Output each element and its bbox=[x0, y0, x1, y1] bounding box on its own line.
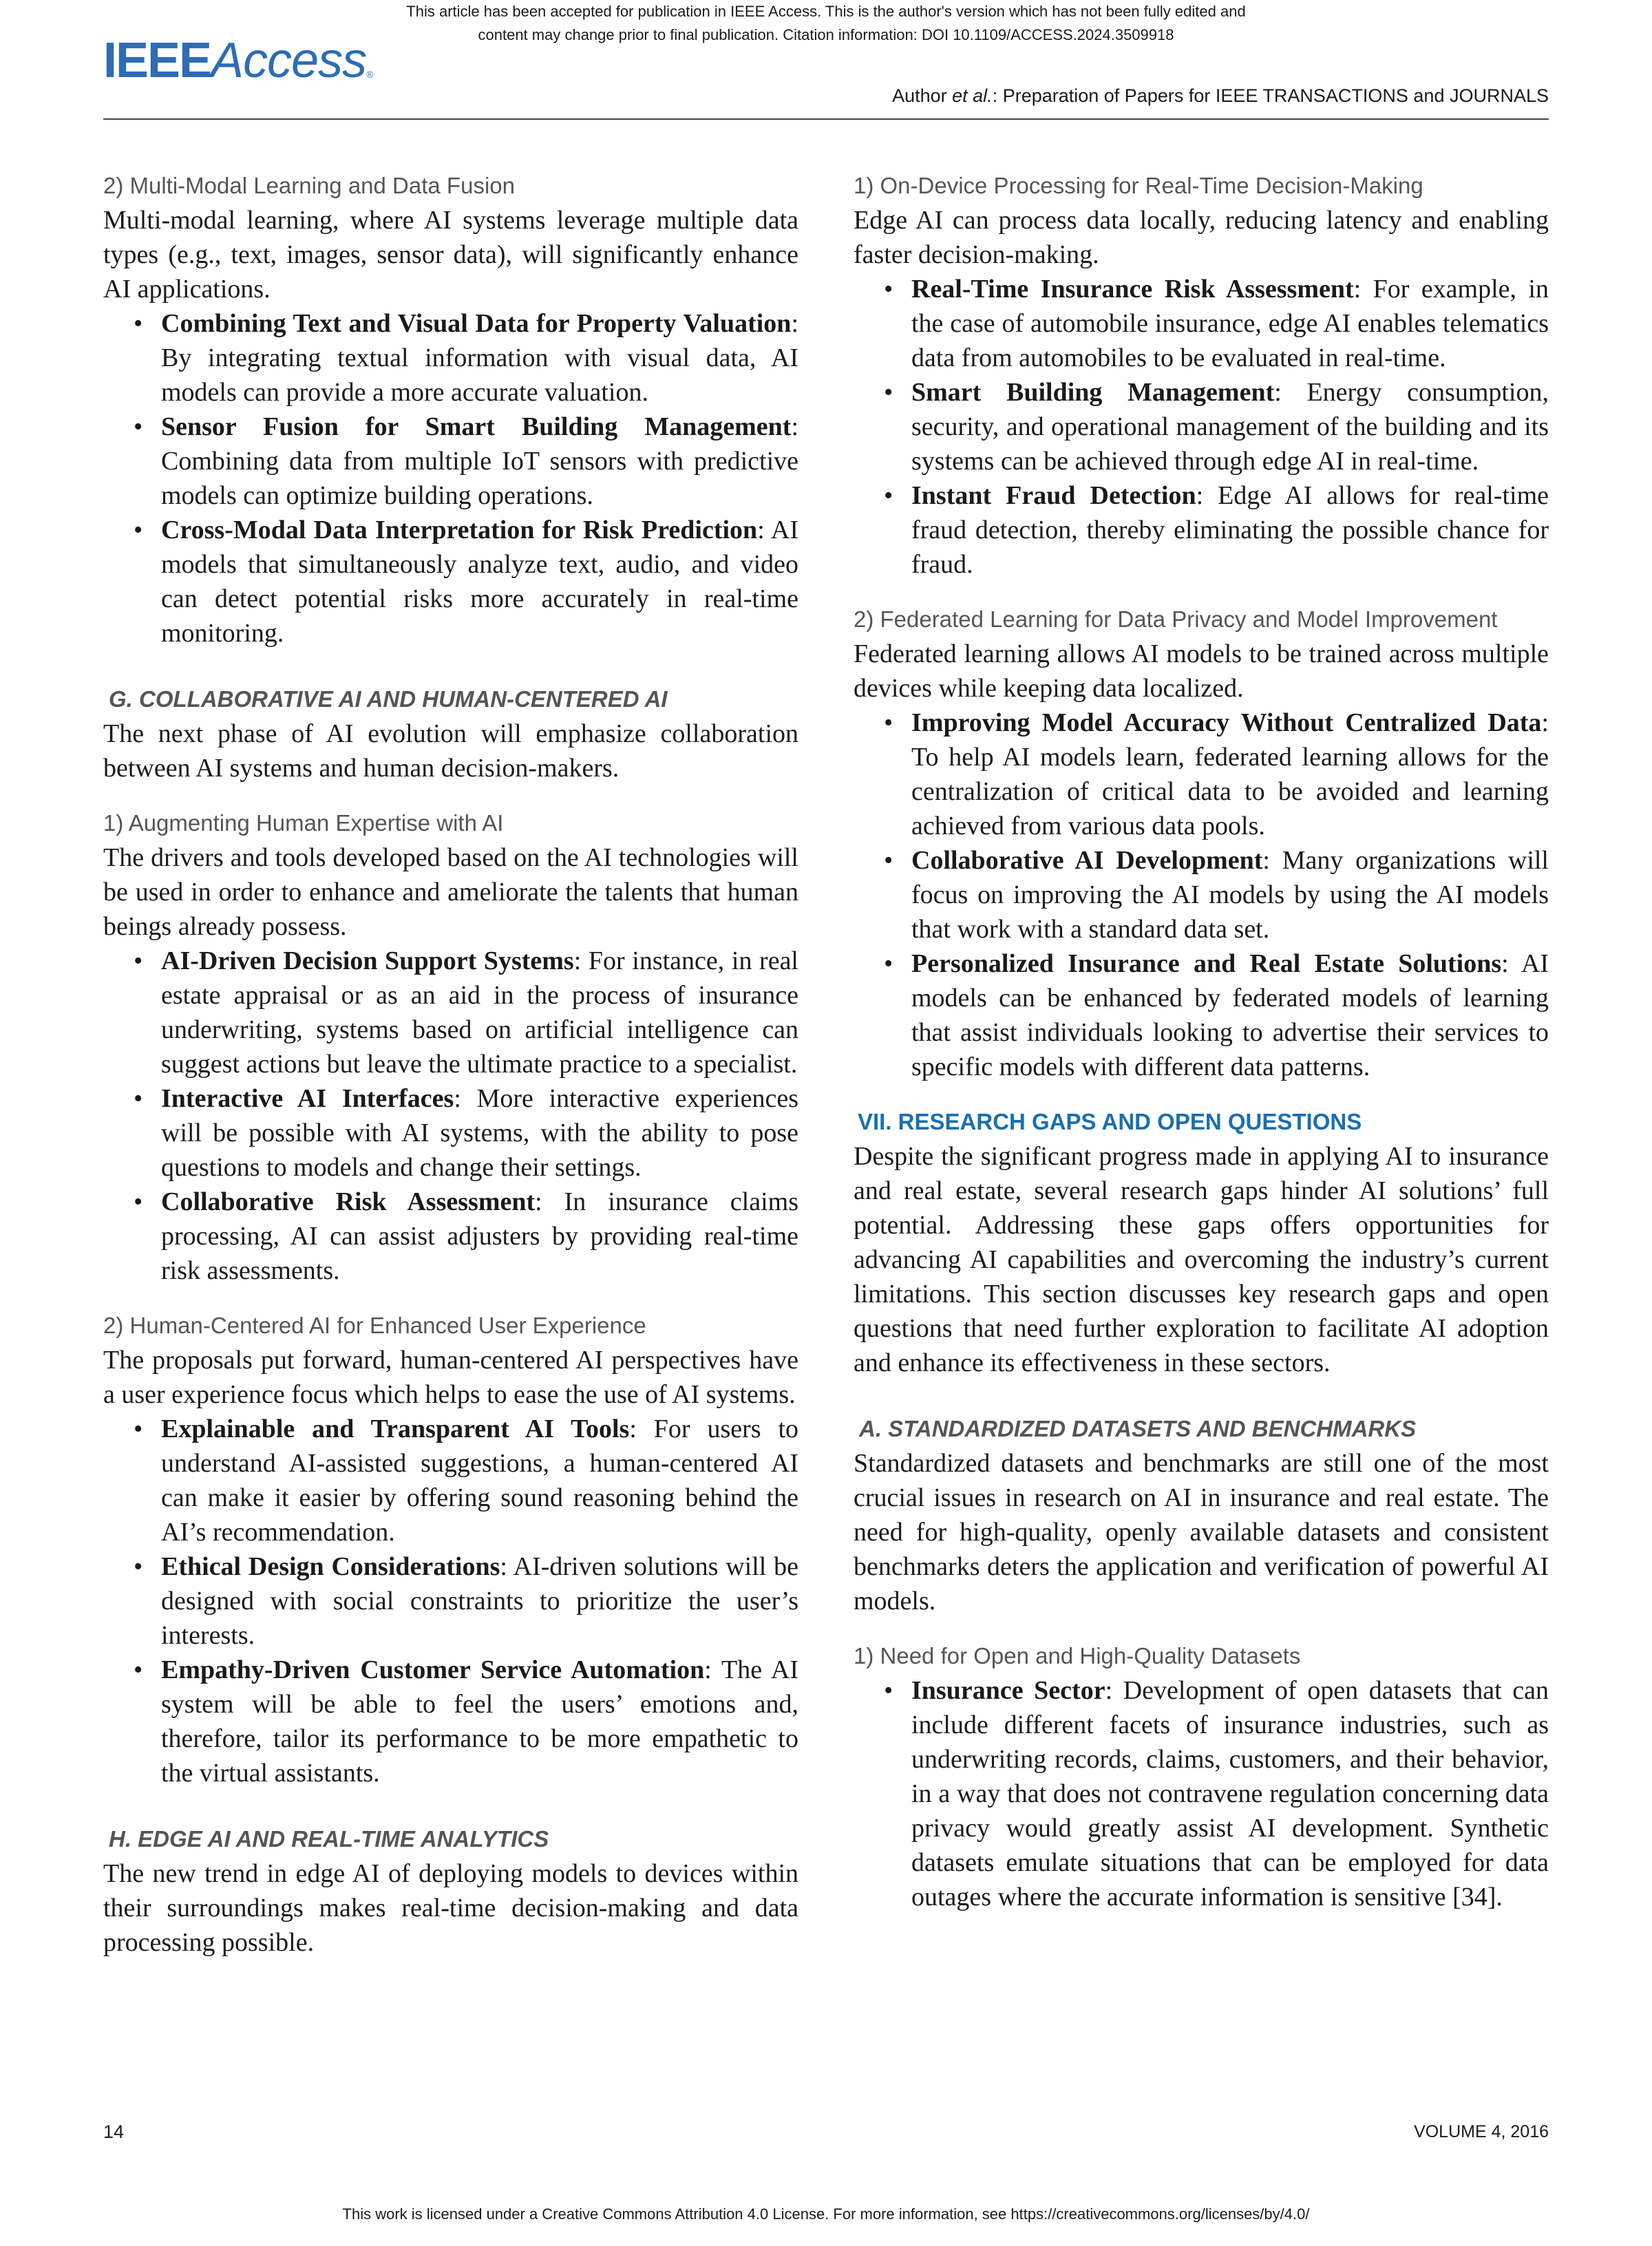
bullet-icon: • bbox=[134, 1552, 143, 1581]
paragraph: Edge AI can process data locally, reducing latency and enabling faster decision-making. bbox=[854, 206, 1549, 269]
item-text: : More interactive experiences will be possible with AI systems, with the ability to pose questions to models and change their settings. bbox=[161, 1084, 799, 1182]
item-term: Combining Text and Visual Data for Property Valuation bbox=[161, 309, 792, 338]
item-text: : Combining data from multiple IoT sensors with predictive models can optimize building operations. bbox=[161, 412, 798, 510]
running-etal: et al. bbox=[952, 85, 993, 106]
running-header bbox=[892, 84, 1549, 107]
bullet-icon: • bbox=[134, 1655, 143, 1684]
bullet-icon: • bbox=[884, 708, 893, 737]
subsection-heading: A. STANDARDIZED DATASETS AND BENCHMARKS bbox=[859, 1416, 1417, 1441]
bullet-icon: • bbox=[134, 412, 143, 441]
item-term: Insurance Sector bbox=[911, 1676, 1105, 1705]
subsubsection-heading: 1) On-Device Processing for Real-Time Decision-Making bbox=[854, 173, 1423, 198]
running-author: Author bbox=[892, 85, 953, 106]
bullet-icon: • bbox=[134, 516, 143, 544]
list-item bbox=[854, 1673, 1549, 1914]
item-text: : AI models that simultaneously analyze text, audio, and video can detect potential risks more accurately in real-time monitoring. bbox=[161, 516, 798, 648]
bullet-icon: • bbox=[134, 1415, 143, 1443]
bullet-list bbox=[103, 1412, 798, 1790]
right-column bbox=[854, 169, 1549, 1914]
item-term: Collaborative Risk Assessment bbox=[161, 1187, 536, 1216]
bullet-icon: • bbox=[884, 481, 893, 510]
item-text: : For users to understand AI-assisted suggestions, a human-centered AI can make it easier by offering sound reasoning behind the AI’s recommendation. bbox=[161, 1415, 798, 1547]
item-text: : Energy consumption, security, and operational management of the building and its systems can be achieved through edge AI in real-time. bbox=[911, 378, 1549, 476]
logo-ieee: IEEE bbox=[103, 33, 211, 88]
list-item bbox=[103, 1185, 798, 1288]
subsubsection-heading: 2) Human-Centered AI for Enhanced User Experience bbox=[103, 1313, 646, 1338]
subsubsection-heading: 1) Augmenting Human Expertise with AI bbox=[103, 810, 504, 836]
list-item bbox=[103, 513, 798, 650]
item-text: : AI-driven solutions will be designed with social constraints to prioritize the user’s interests. bbox=[161, 1552, 798, 1650]
item-text: : AI models can be enhanced by federated models of learning that assist individuals looking to advertise their services to specific models with different data patterns. bbox=[911, 949, 1549, 1081]
subsection-heading: G. COLLABORATIVE AI AND HUMAN-CENTERED AI bbox=[109, 686, 668, 712]
list-item bbox=[103, 410, 798, 513]
subsubsection-heading: 2) Multi-Modal Learning and Data Fusion bbox=[103, 173, 515, 198]
list-item bbox=[103, 1081, 798, 1185]
bullet-list bbox=[103, 944, 798, 1288]
bullet-list bbox=[854, 272, 1549, 582]
list-item bbox=[103, 944, 798, 1081]
page-number: 14 bbox=[103, 2121, 125, 2142]
bullet-icon: • bbox=[134, 1084, 143, 1113]
item-text: : For example, in the case of automobile insurance, edge AI enables telematics data from automobiles to be evaluated in real-time. bbox=[911, 275, 1549, 372]
bullet-list bbox=[854, 706, 1549, 1084]
paragraph: Despite the significant progress made in applying AI to insurance and real estate, several research gaps hinder AI solutions’ full potential. Addressing these gaps offers opportunities for advancing AI capabilities and overcoming the industry’s current limitations. This section discusses key research gaps and open questions that need further exploration to facilitate AI adoption and enhance its effectiveness in these sectors. bbox=[854, 1142, 1549, 1377]
item-term: Real-Time Insurance Risk Assessment bbox=[911, 275, 1354, 304]
bullet-icon: • bbox=[884, 949, 893, 978]
ieee-access-logo bbox=[103, 33, 373, 88]
item-term: Collaborative AI Development bbox=[911, 846, 1263, 875]
item-term: Smart Building Management bbox=[911, 378, 1275, 407]
publication-notice-line-2: content may change prior to final publication. Citation information: DOI 10.1109/ACCESS.2024.3509918 bbox=[478, 26, 1174, 43]
bullet-list bbox=[103, 306, 798, 650]
bullet-icon: • bbox=[884, 275, 893, 304]
list-item bbox=[854, 478, 1549, 582]
item-text: : In insurance claims processing, AI can assist adjusters by providing real-time risk assessments. bbox=[161, 1187, 798, 1285]
item-term: Ethical Design Considerations bbox=[161, 1552, 500, 1581]
paragraph: The next phase of AI evolution will emphasize collaboration between AI systems and human decision-makers. bbox=[103, 719, 798, 783]
publication-notice-line-1: This article has been accepted for publication in IEEE Access. This is the author's version which has not been fully edited and bbox=[406, 3, 1246, 20]
logo-registered-mark: ® bbox=[366, 69, 374, 80]
volume-label: VOLUME 4, 2016 bbox=[1414, 2122, 1549, 2141]
bullet-icon: • bbox=[884, 1676, 893, 1705]
item-term: Improving Model Accuracy Without Centralized Data bbox=[911, 708, 1542, 737]
section-heading: VII. RESEARCH GAPS AND OPEN QUESTIONS bbox=[858, 1109, 1362, 1134]
bullet-list bbox=[854, 1673, 1549, 1914]
item-text: : For instance, in real estate appraisal or as an aid in the process of insurance underwriting, systems based on artificial intelligence can suggest actions but leave the ultimate practice to a specialist. bbox=[161, 946, 798, 1079]
running-title: : Preparation of Papers for IEEE TRANSACTIONS and JOURNALS bbox=[992, 85, 1549, 106]
logo-access: Access bbox=[211, 33, 367, 88]
bullet-icon: • bbox=[884, 378, 893, 407]
list-item bbox=[854, 272, 1549, 375]
bullet-icon: • bbox=[134, 309, 143, 338]
header-rule bbox=[103, 118, 1549, 120]
bullet-icon: • bbox=[884, 846, 893, 875]
list-item bbox=[103, 1549, 798, 1653]
left-column bbox=[103, 169, 798, 1960]
item-term: Empathy-Driven Customer Service Automation bbox=[161, 1655, 705, 1684]
item-term: Instant Fraud Detection bbox=[911, 481, 1196, 510]
paragraph: The drivers and tools developed based on the AI technologies will be used in order to enhance and ameliorate the talents that human beings already possess. bbox=[103, 843, 798, 941]
list-item bbox=[854, 706, 1549, 843]
subsection-heading: H. EDGE AI AND REAL-TIME ANALYTICS bbox=[109, 1826, 549, 1852]
item-term: Cross-Modal Data Interpretation for Risk Prediction bbox=[161, 516, 758, 544]
paragraph: Federated learning allows AI models to be trained across multiple devices while keeping data localized. bbox=[854, 639, 1549, 703]
paragraph: The new trend in edge AI of deploying models to devices within their surroundings makes real-time decision-making and data processing possible. bbox=[103, 1859, 798, 1957]
item-term: AI-Driven Decision Support Systems bbox=[161, 946, 574, 975]
item-text: : Many organizations will focus on improving the AI models by using the AI models that work with a standard data set. bbox=[911, 846, 1549, 944]
item-text: : The AI system will be able to feel the users’ emotions and, therefore, tailor its performance to be more empathetic to the virtual assistants. bbox=[161, 1655, 799, 1788]
item-term: Interactive AI Interfaces bbox=[161, 1084, 454, 1113]
item-text: : Edge AI allows for real-time fraud detection, thereby eliminating the possible chance for fraud. bbox=[911, 481, 1549, 579]
paragraph: The proposals put forward, human-centered AI perspectives have a user experience focus which helps to ease the use of AI systems. bbox=[103, 1346, 798, 1409]
list-item bbox=[103, 1653, 798, 1790]
paragraph: Standardized datasets and benchmarks are still one of the most crucial issues in research on AI in insurance and real estate. The need for high-quality, openly available datasets and consistent benchmarks deters the application and verification of powerful AI models. bbox=[854, 1449, 1549, 1615]
item-text: : By integrating textual information with visual data, AI models can provide a more accurate valuation. bbox=[161, 309, 798, 407]
paragraph: Multi-modal learning, where AI systems leverage multiple data types (e.g., text, images, sensor data), will significantly enhance AI applications. bbox=[103, 206, 798, 304]
subsubsection-heading: 2) Federated Learning for Data Privacy and Model Improvement bbox=[854, 606, 1498, 632]
subsubsection-heading: 1) Need for Open and High-Quality Datasets bbox=[854, 1643, 1301, 1668]
bullet-icon: • bbox=[134, 1187, 143, 1216]
item-term: Explainable and Transparent AI Tools bbox=[161, 1415, 630, 1443]
bullet-icon: • bbox=[134, 946, 143, 975]
list-item bbox=[854, 375, 1549, 478]
list-item bbox=[103, 1412, 798, 1549]
list-item bbox=[103, 306, 798, 410]
item-text: : Development of open datasets that can include different facets of insurance industries, such as underwriting records, claims, customers, and their behavior, in a way that does not contravene regulation concerning data privacy would greatly assist AI development. Synthetic datasets emulate situations that can be employed for data outages where the accurate information is sensitive [34]. bbox=[911, 1676, 1549, 1911]
item-term: Personalized Insurance and Real Estate Solutions bbox=[911, 949, 1502, 978]
item-term: Sensor Fusion for Smart Building Management bbox=[161, 412, 792, 441]
item-text: : To help AI models learn, federated learning allows for the centralization of critical data to be avoided and learning achieved from various data pools. bbox=[911, 708, 1549, 840]
list-item bbox=[854, 946, 1549, 1084]
list-item bbox=[854, 843, 1549, 946]
license-notice: This work is licensed under a Creative Commons Attribution 4.0 License. For more information, see https://creativecommons.org/licenses/by/4.0/ bbox=[342, 2205, 1310, 2223]
